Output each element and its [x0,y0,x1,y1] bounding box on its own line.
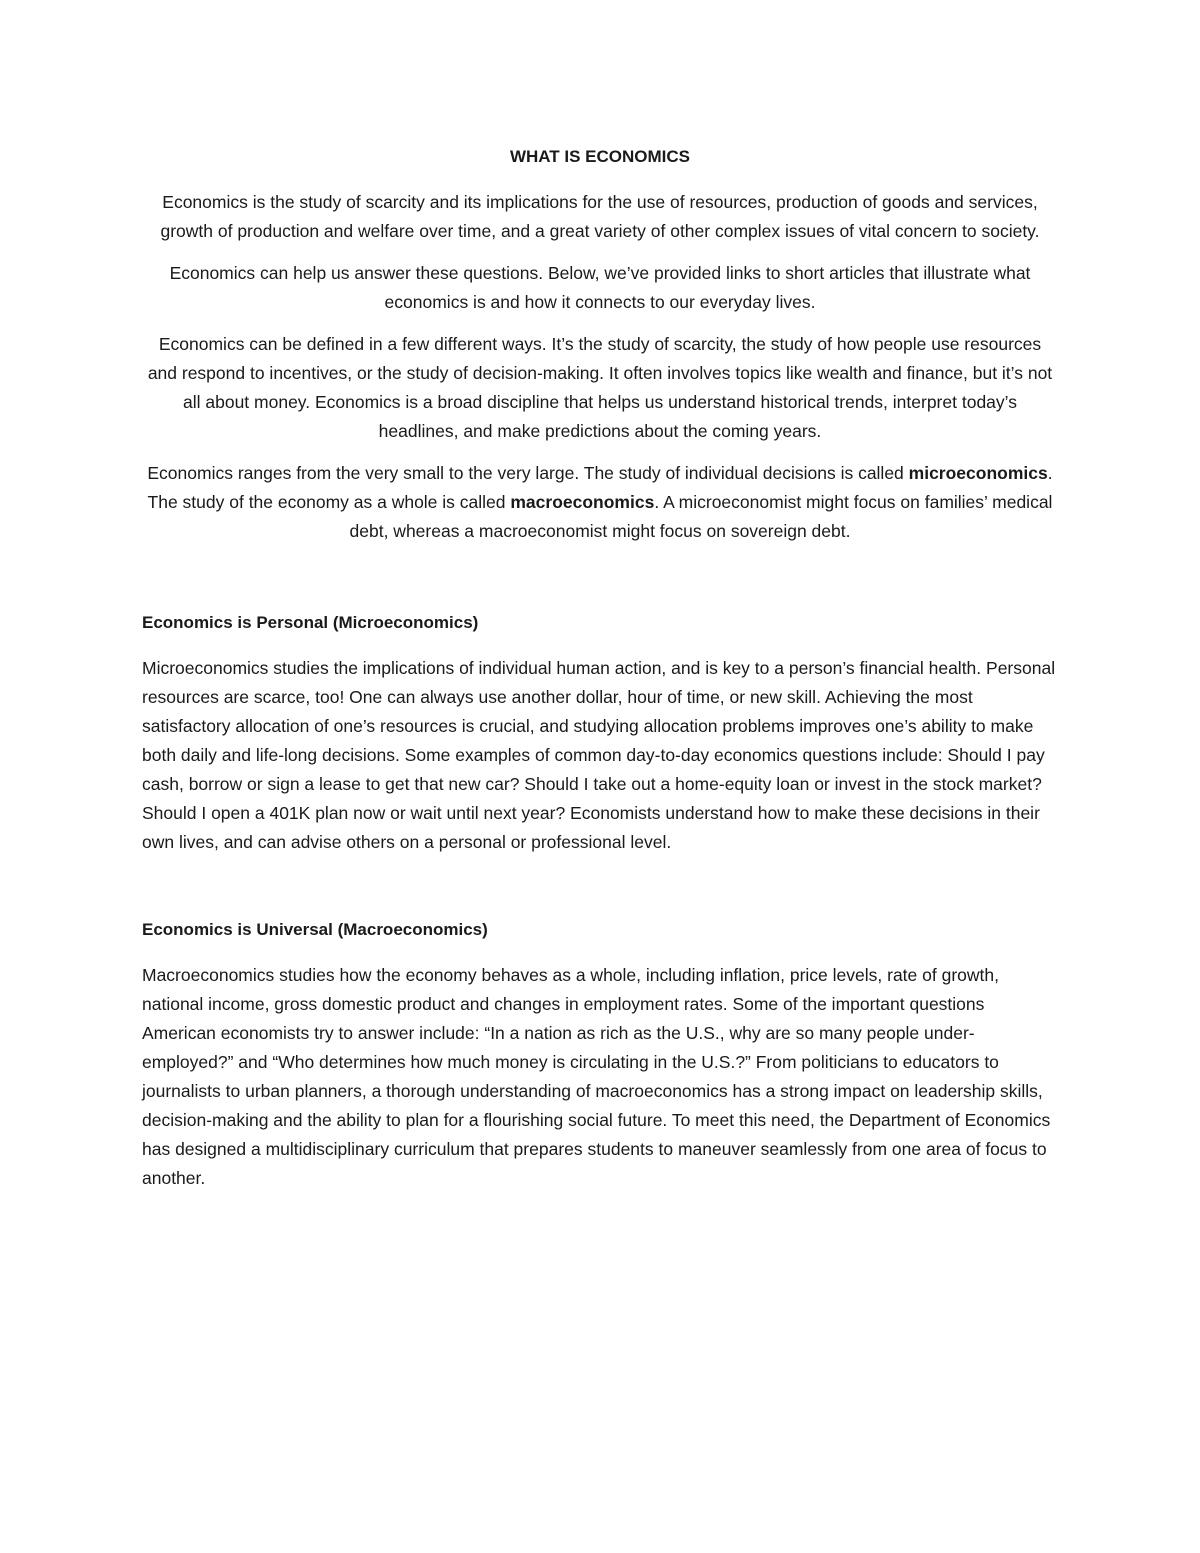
page-title: WHAT IS ECONOMICS [509,147,691,166]
intro-paragraph-ways: Economics can be defined in a few different ways. It’s the study of scarcity, the study of how people use resources and respond to incentives, or the study of decision-making. It often involves topics like wealth and finance, but it’s not all about money. Economics is a broad discipline that helps us understand historical trends, interpret today’s headlines, and make predictions about the coming years. [147,334,1053,441]
intro-paragraph-questions: Economics can help us answer these questions. Below, we’ve provided links to short articles that illustrate what economics is and how it connects to our everyday lives. [169,263,1031,312]
intro-paragraph-definition: Economics is the study of scarcity and its implications for the use of resources, production of goods and services, growth of production and welfare over time, and a great variety of other complex issues of vital concern to society. [160,192,1040,241]
scales-text-b: . The study of the economy as a whole is called [147,463,1053,512]
section-heading-micro: Economics is Personal (Microeconomics) [142,613,479,632]
term-macroeconomics: macroeconomics [510,492,655,512]
term-microeconomics: microeconomics [908,463,1048,483]
intro-paragraph-scales [142,459,1058,546]
section-spacer [142,559,1058,609]
section-body-macro: Macroeconomics studies how the economy behaves as a whole, including inflation, price levels, rate of growth, national income, gross domestic product and changes in employment rates. Some of the important questions American economists try to answer include: “In a nation as rich as the U.S., why are so many people under-employed?” and “Who determines how much money is circulating in the U.S.?” From politicians to educators to journalists to urban planners, a thorough understanding of macroeconomics has a strong impact on leadership skills, decision-making and the ability to plan for a flourishing social future. To meet this need, the Department of Economics has designed a multidisciplinary curriculum that prepares students to maneuver seamlessly from one area of focus to another. [142,965,1051,1188]
scales-text-c: . A microeconomist might focus on families’ medical debt, whereas a macroeconomist might focus on sovereign debt. [349,492,1053,541]
section-spacer [142,857,1058,916]
scales-text-a: Economics ranges from the very small to the very large. The study of individual decisions is called [147,463,909,483]
section-heading-macro: Economics is Universal (Macroeconomics) [142,920,488,939]
section-body-micro: Microeconomics studies the implications of individual human action, and is key to a person’s financial health. Personal resources are scarce, too! One can always use another dollar, hour of time, or new skill. Achieving the most satisfactory allocation of one’s resources is crucial, and studying allocation problems improves one’s ability to make both daily and life-long decisions. Some examples of common day-to-day economics questions include: Should I pay cash, borrow or sign a lease to get that new car? Should I take out a home-equity loan or invest in the stock market? Should I open a 401K plan now or wait until next year? Economists understand how to make these decisions in their own lives, and can advise others on a personal or professional level. [142,658,1056,852]
document-body [142,143,1058,1193]
